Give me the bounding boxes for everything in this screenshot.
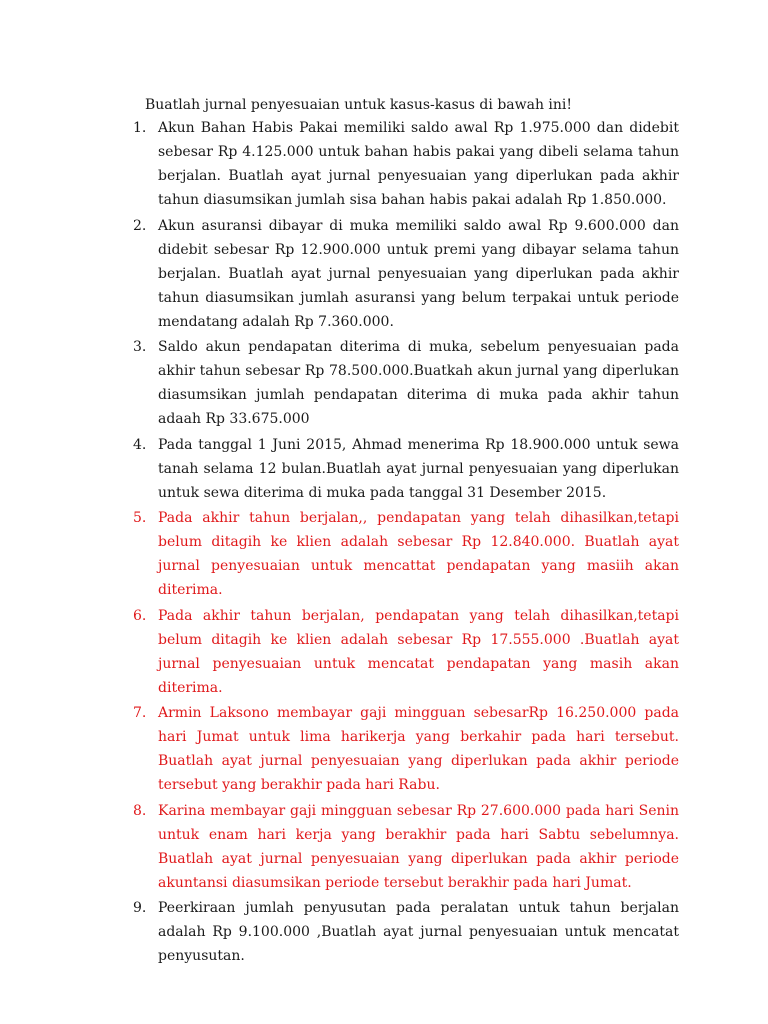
exercise-item-2 <box>133 214 679 334</box>
item-number: 6. <box>133 607 147 624</box>
item-text: Peerkiraan jumlah penyusutan pada peralatan untuk tahun berjalan adalah Rp 9.100.000 ,Buatlah ayat jurnal penyesuaian untuk mencatat penyusutan. <box>158 900 679 964</box>
item-text: Akun asuransi dibayar di muka memiliki saldo awal Rp 9.600.000 dan didebit sebesar Rp 12.900.000 untuk premi yang dibayar selama tahun berjalan. Buatlah ayat jurnal penyesuaian yang diperlukan pada akhir tahun diasumsikan jumlah asuransi yang belum terpakai untuk periode mendatang adalah Rp 7.360.000. <box>158 217 679 330</box>
exercise-item-5 <box>133 506 679 602</box>
item-text: Saldo akun pendapatan diterima di muka, sebelum penyesuaian pada akhir tahun sebesar Rp 78.500.000.Buatkah akun jurnal yang diperlukan diasumsikan jumlah pendapatan diterima di muka pada akhir tahun adaah Rp 33.675.000 <box>158 339 679 427</box>
item-number: 2. <box>133 217 147 234</box>
item-number: 3. <box>133 339 147 355</box>
exercise-item-7 <box>133 701 679 797</box>
item-number: 7. <box>133 705 147 721</box>
item-number: 1. <box>133 120 147 136</box>
item-number: 5. <box>133 510 147 526</box>
item-text: Armin Laksono membayar gaji mingguan sebesarRp 16.250.000 pada hari Jumat untuk lima harikerja yang berkahir pada hari tersebut. Buatlah ayat jurnal penyesuaian yang diperlukan pada akhir periode tersebut yang berakhir pada hari Rabu. <box>158 705 679 793</box>
exercise-item-6 <box>133 604 679 700</box>
item-text: Pada akhir tahun berjalan, pendapatan yang telah dihasilkan,tetapi belum ditagih ke klien adalah sebesar Rp 17.555.000 .Buatlah ayat jurnal penyesuaian untuk mencatat pendapatan yang masih akan diterima. <box>158 607 679 696</box>
item-number: 4. <box>133 436 147 453</box>
item-number: 9. <box>133 900 147 916</box>
exercise-list <box>133 116 679 970</box>
exercise-item-8 <box>133 799 679 895</box>
item-text: Akun Bahan Habis Pakai memiliki saldo awal Rp 1.975.000 dan didebit sebesar Rp 4.125.000 untuk bahan habis pakai yang dibeli selama tahun berjalan. Buatlah ayat jurnal penyesuaian yang diperlukan pada akhir tahun diasumsikan jumlah sisa bahan habis pakai adalah Rp 1.850.000. <box>158 120 679 208</box>
exercise-item-3 <box>133 335 679 431</box>
exercise-item-4 <box>133 433 679 505</box>
item-text: Pada akhir tahun berjalan,, pendapatan yang telah dihasilkan,tetapi belum ditagih ke klien adalah sebesar Rp 12.840.000. Buatlah ayat jurnal penyesuaian untuk mencattat pendapatan yang masiih akan diterima. <box>158 510 679 598</box>
item-number: 8. <box>133 802 147 819</box>
exercise-item-1 <box>133 116 679 212</box>
item-text: Karina membayar gaji mingguan sebesar Rp 27.600.000 pada hari Senin untuk enam hari kerja yang berakhir pada hari Sabtu sebelumnya. Buatlah ayat jurnal penyesuaian yang diperlukan pada akhir periode akuntansi diasumsikan periode tersebut berakhir pada hari Jumat. <box>158 802 679 891</box>
exercise-item-9 <box>133 896 679 968</box>
item-text: Pada tanggal 1 Juni 2015, Ahmad menerima Rp 18.900.000 untuk sewa tanah selama 12 bulan.Buatlah ayat jurnal penyesuaian yang diperlukan untuk sewa diterima di muka pada tanggal 31 Desember 2015. <box>158 436 679 501</box>
instruction-heading: Buatlah jurnal penyesuaian untuk kasus-kasus di bawah ini! <box>145 97 573 113</box>
